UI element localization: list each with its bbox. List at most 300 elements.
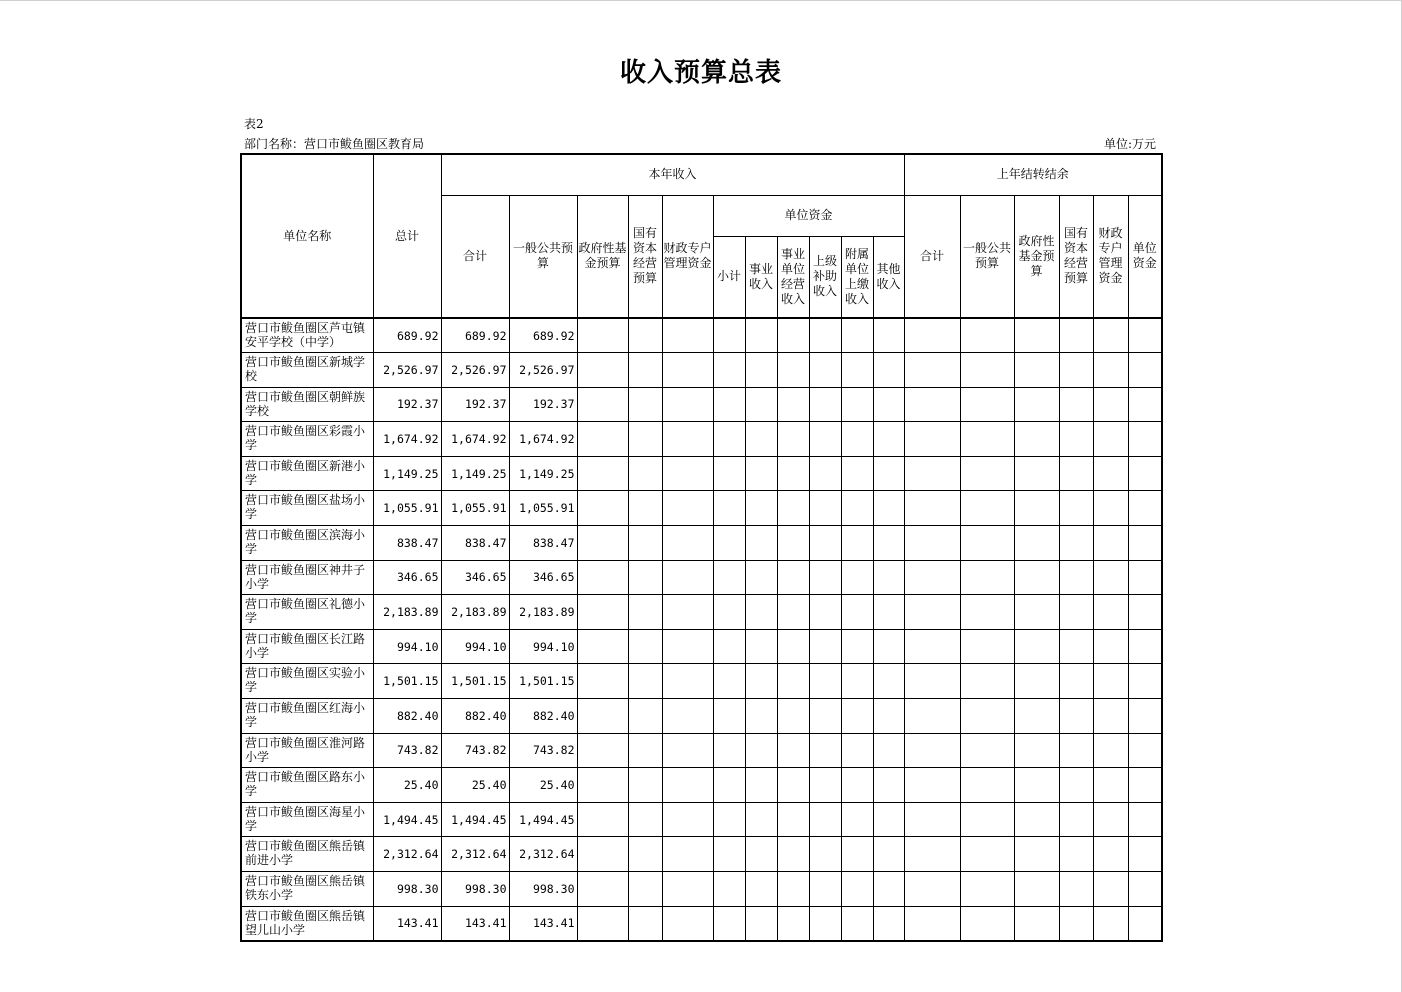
row-empty-cell (841, 802, 873, 837)
row-empty-cell (960, 733, 1014, 768)
row-empty-cell (1014, 768, 1059, 803)
header-carryover: 上年结转结余 (904, 154, 1162, 195)
row-empty-cell (713, 353, 745, 388)
row-empty-cell (904, 768, 960, 803)
row-empty-cell (777, 872, 809, 907)
row-empty-cell (577, 629, 628, 664)
row-cy-general-budget: 998.30 (509, 872, 577, 907)
row-empty-cell (873, 699, 904, 734)
row-empty-cell (628, 872, 662, 907)
row-empty-cell (628, 353, 662, 388)
table-row (241, 906, 1162, 941)
row-empty-cell (873, 422, 904, 457)
row-empty-cell (577, 802, 628, 837)
row-empty-cell (1128, 802, 1162, 837)
table-row (241, 456, 1162, 491)
row-empty-cell (960, 595, 1014, 630)
row-empty-cell (904, 664, 960, 699)
row-empty-cell (904, 906, 960, 941)
row-total: 743.82 (373, 733, 441, 768)
row-empty-cell (1093, 629, 1128, 664)
row-empty-cell (577, 526, 628, 561)
row-empty-cell (1059, 422, 1093, 457)
row-empty-cell (1059, 699, 1093, 734)
header-cy-general-budget: 一般公共预算 (509, 195, 577, 318)
row-empty-cell (841, 837, 873, 872)
row-cy-general-budget: 2,312.64 (509, 837, 577, 872)
unit-label: 单位:万元 (1104, 137, 1157, 151)
row-empty-cell (713, 456, 745, 491)
row-empty-cell (1059, 526, 1093, 561)
row-empty-cell (1093, 837, 1128, 872)
row-cy-general-budget: 1,501.15 (509, 664, 577, 699)
row-empty-cell (577, 318, 628, 353)
row-empty-cell (841, 872, 873, 907)
row-total: 1,055.91 (373, 491, 441, 526)
row-cy-general-budget: 1,674.92 (509, 422, 577, 457)
row-empty-cell (577, 456, 628, 491)
row-empty-cell (873, 768, 904, 803)
row-empty-cell (628, 318, 662, 353)
row-total: 192.37 (373, 387, 441, 422)
row-empty-cell (873, 837, 904, 872)
row-empty-cell (628, 560, 662, 595)
row-empty-cell (809, 456, 841, 491)
row-cy-total: 143.41 (441, 906, 509, 941)
row-empty-cell (1093, 353, 1128, 388)
header-uf-operating: 事业单位经营收入 (777, 236, 809, 318)
row-empty-cell (577, 664, 628, 699)
row-empty-cell (713, 422, 745, 457)
row-unit-name: 营口市鲅鱼圈区路东小学 (241, 768, 373, 803)
row-empty-cell (1128, 906, 1162, 941)
table-row (241, 768, 1162, 803)
row-empty-cell (745, 699, 777, 734)
row-empty-cell (777, 387, 809, 422)
row-empty-cell (745, 526, 777, 561)
row-total: 2,183.89 (373, 595, 441, 630)
row-empty-cell (577, 733, 628, 768)
row-empty-cell (960, 837, 1014, 872)
row-cy-total: 1,501.15 (441, 664, 509, 699)
row-empty-cell (745, 768, 777, 803)
row-total: 882.40 (373, 699, 441, 734)
row-empty-cell (1128, 318, 1162, 353)
table-row (241, 387, 1162, 422)
row-unit-name: 营口市鲅鱼圈区盐场小学 (241, 491, 373, 526)
row-cy-total: 1,674.92 (441, 422, 509, 457)
row-empty-cell (1014, 353, 1059, 388)
row-empty-cell (713, 491, 745, 526)
row-empty-cell (745, 629, 777, 664)
row-unit-name: 营口市鲅鱼圈区熊岳镇前进小学 (241, 837, 373, 872)
row-empty-cell (1093, 456, 1128, 491)
row-unit-name: 营口市鲅鱼圈区滨海小学 (241, 526, 373, 561)
row-empty-cell (662, 837, 713, 872)
row-empty-cell (960, 872, 1014, 907)
header-co-total: 合计 (904, 195, 960, 318)
row-empty-cell (1059, 802, 1093, 837)
row-empty-cell (904, 629, 960, 664)
row-empty-cell (1128, 353, 1162, 388)
row-cy-general-budget: 1,494.45 (509, 802, 577, 837)
row-empty-cell (662, 318, 713, 353)
row-empty-cell (841, 768, 873, 803)
row-unit-name: 营口市鲅鱼圈区淮河路小学 (241, 733, 373, 768)
row-empty-cell (904, 872, 960, 907)
row-empty-cell (873, 733, 904, 768)
row-empty-cell (577, 872, 628, 907)
row-unit-name: 营口市鲅鱼圈区彩霞小学 (241, 422, 373, 457)
row-empty-cell (628, 422, 662, 457)
row-empty-cell (1014, 422, 1059, 457)
header-uf-affiliated: 附属单位上缴收入 (841, 236, 873, 318)
row-empty-cell (904, 456, 960, 491)
row-unit-name: 营口市鲅鱼圈区新城学校 (241, 353, 373, 388)
row-empty-cell (1059, 664, 1093, 699)
row-empty-cell (1128, 837, 1162, 872)
row-empty-cell (1128, 872, 1162, 907)
row-empty-cell (841, 906, 873, 941)
row-empty-cell (777, 837, 809, 872)
row-empty-cell (628, 456, 662, 491)
row-empty-cell (841, 318, 873, 353)
row-empty-cell (873, 560, 904, 595)
row-cy-general-budget: 1,149.25 (509, 456, 577, 491)
row-empty-cell (628, 768, 662, 803)
row-empty-cell (960, 906, 1014, 941)
row-unit-name: 营口市鲅鱼圈区海星小学 (241, 802, 373, 837)
row-empty-cell (713, 318, 745, 353)
row-empty-cell (809, 802, 841, 837)
row-unit-name: 营口市鲅鱼圈区红海小学 (241, 699, 373, 734)
row-empty-cell (904, 526, 960, 561)
row-empty-cell (960, 526, 1014, 561)
row-unit-name: 营口市鲅鱼圈区实验小学 (241, 664, 373, 699)
row-empty-cell (960, 768, 1014, 803)
row-empty-cell (745, 802, 777, 837)
row-empty-cell (777, 491, 809, 526)
row-empty-cell (904, 353, 960, 388)
table-row (241, 699, 1162, 734)
row-empty-cell (628, 595, 662, 630)
row-empty-cell (745, 837, 777, 872)
table-row (241, 560, 1162, 595)
row-cy-general-budget: 346.65 (509, 560, 577, 595)
row-empty-cell (809, 837, 841, 872)
row-empty-cell (662, 872, 713, 907)
row-empty-cell (1128, 387, 1162, 422)
row-empty-cell (960, 456, 1014, 491)
row-empty-cell (904, 595, 960, 630)
row-empty-cell (713, 733, 745, 768)
row-empty-cell (1059, 733, 1093, 768)
row-empty-cell (960, 491, 1014, 526)
row-empty-cell (1093, 664, 1128, 699)
row-empty-cell (841, 595, 873, 630)
row-empty-cell (745, 422, 777, 457)
row-empty-cell (1093, 906, 1128, 941)
row-empty-cell (777, 768, 809, 803)
row-empty-cell (873, 629, 904, 664)
row-empty-cell (1093, 872, 1128, 907)
row-empty-cell (1128, 733, 1162, 768)
row-unit-name: 营口市鲅鱼圈区芦屯镇安平学校（中学） (241, 318, 373, 353)
row-empty-cell (841, 422, 873, 457)
row-empty-cell (1128, 526, 1162, 561)
row-cy-general-budget: 838.47 (509, 526, 577, 561)
header-co-gov-fund: 政府性基金预算 (1014, 195, 1059, 318)
row-empty-cell (745, 318, 777, 353)
table-row (241, 526, 1162, 561)
header-total: 总计 (373, 154, 441, 318)
row-empty-cell (628, 387, 662, 422)
row-unit-name: 营口市鲅鱼圈区熊岳镇望儿山小学 (241, 906, 373, 941)
row-empty-cell (873, 906, 904, 941)
table-row (241, 872, 1162, 907)
row-cy-general-budget: 2,526.97 (509, 353, 577, 388)
row-empty-cell (628, 491, 662, 526)
header-cy-total: 合计 (441, 195, 509, 318)
row-empty-cell (745, 353, 777, 388)
row-empty-cell (1059, 906, 1093, 941)
row-empty-cell (662, 353, 713, 388)
row-empty-cell (662, 699, 713, 734)
row-empty-cell (745, 456, 777, 491)
row-empty-cell (1059, 629, 1093, 664)
row-empty-cell (662, 768, 713, 803)
header-unit-funds: 单位资金 (713, 195, 904, 236)
row-empty-cell (1059, 318, 1093, 353)
row-empty-cell (1093, 491, 1128, 526)
row-empty-cell (628, 526, 662, 561)
header-cy-gov-fund: 政府性基金预算 (577, 195, 628, 318)
row-total: 2,526.97 (373, 353, 441, 388)
row-empty-cell (662, 595, 713, 630)
row-empty-cell (713, 837, 745, 872)
table-row (241, 837, 1162, 872)
row-empty-cell (777, 595, 809, 630)
row-empty-cell (809, 560, 841, 595)
header-co-unit-funds: 单位资金 (1128, 195, 1162, 318)
row-empty-cell (1014, 802, 1059, 837)
row-empty-cell (1128, 456, 1162, 491)
row-total: 143.41 (373, 906, 441, 941)
row-empty-cell (809, 699, 841, 734)
row-total: 1,674.92 (373, 422, 441, 457)
header-uf-subtotal: 小计 (713, 236, 745, 318)
row-empty-cell (960, 318, 1014, 353)
row-empty-cell (777, 664, 809, 699)
row-empty-cell (809, 768, 841, 803)
row-empty-cell (1093, 595, 1128, 630)
row-empty-cell (662, 802, 713, 837)
row-empty-cell (1093, 318, 1128, 353)
row-cy-total: 1,149.25 (441, 456, 509, 491)
row-cy-total: 25.40 (441, 768, 509, 803)
row-empty-cell (1059, 491, 1093, 526)
row-cy-total: 192.37 (441, 387, 509, 422)
row-empty-cell (841, 629, 873, 664)
row-cy-general-budget: 143.41 (509, 906, 577, 941)
row-empty-cell (809, 422, 841, 457)
row-empty-cell (777, 456, 809, 491)
row-empty-cell (904, 699, 960, 734)
row-empty-cell (873, 802, 904, 837)
row-cy-total: 2,183.89 (441, 595, 509, 630)
row-empty-cell (628, 837, 662, 872)
row-empty-cell (873, 491, 904, 526)
row-cy-general-budget: 743.82 (509, 733, 577, 768)
row-empty-cell (873, 318, 904, 353)
row-empty-cell (1014, 699, 1059, 734)
row-cy-total: 1,055.91 (441, 491, 509, 526)
row-empty-cell (1128, 699, 1162, 734)
row-empty-cell (577, 560, 628, 595)
row-empty-cell (628, 906, 662, 941)
row-empty-cell (1014, 629, 1059, 664)
row-empty-cell (1059, 837, 1093, 872)
row-cy-total: 998.30 (441, 872, 509, 907)
row-total: 1,501.15 (373, 664, 441, 699)
row-empty-cell (777, 629, 809, 664)
row-empty-cell (960, 560, 1014, 595)
row-empty-cell (1014, 595, 1059, 630)
row-cy-total: 346.65 (441, 560, 509, 595)
row-unit-name: 营口市鲅鱼圈区熊岳镇铁东小学 (241, 872, 373, 907)
row-empty-cell (662, 456, 713, 491)
row-empty-cell (1059, 768, 1093, 803)
row-cy-total: 689.92 (441, 318, 509, 353)
row-empty-cell (628, 733, 662, 768)
row-empty-cell (904, 837, 960, 872)
row-empty-cell (713, 560, 745, 595)
row-empty-cell (904, 387, 960, 422)
row-empty-cell (662, 491, 713, 526)
row-empty-cell (1059, 595, 1093, 630)
table-number: 表2 (244, 117, 264, 131)
row-empty-cell (628, 664, 662, 699)
header-co-state-capital: 国有资本经营预算 (1059, 195, 1093, 318)
row-cy-total: 743.82 (441, 733, 509, 768)
department-name: 部门名称：营口市鲅鱼圈区教育局 (244, 137, 425, 151)
row-unit-name: 营口市鲅鱼圈区神井子小学 (241, 560, 373, 595)
row-empty-cell (960, 802, 1014, 837)
row-empty-cell (577, 837, 628, 872)
header-uf-other: 其他收入 (873, 236, 904, 318)
row-empty-cell (662, 629, 713, 664)
row-empty-cell (713, 387, 745, 422)
row-cy-total: 1,494.45 (441, 802, 509, 837)
row-empty-cell (841, 560, 873, 595)
row-empty-cell (809, 526, 841, 561)
row-empty-cell (841, 526, 873, 561)
row-total: 998.30 (373, 872, 441, 907)
row-empty-cell (745, 387, 777, 422)
row-empty-cell (1014, 872, 1059, 907)
row-empty-cell (1014, 456, 1059, 491)
row-empty-cell (960, 664, 1014, 699)
row-empty-cell (809, 906, 841, 941)
row-empty-cell (662, 664, 713, 699)
row-empty-cell (809, 387, 841, 422)
row-empty-cell (809, 595, 841, 630)
row-empty-cell (809, 872, 841, 907)
row-empty-cell (904, 422, 960, 457)
row-empty-cell (809, 491, 841, 526)
row-empty-cell (1093, 560, 1128, 595)
row-empty-cell (904, 318, 960, 353)
table-body (241, 318, 1162, 941)
row-empty-cell (777, 560, 809, 595)
row-empty-cell (1128, 768, 1162, 803)
row-empty-cell (1059, 387, 1093, 422)
row-empty-cell (960, 387, 1014, 422)
row-empty-cell (1128, 491, 1162, 526)
table-row (241, 353, 1162, 388)
row-empty-cell (713, 872, 745, 907)
row-empty-cell (960, 353, 1014, 388)
row-empty-cell (777, 699, 809, 734)
row-empty-cell (777, 353, 809, 388)
header-co-fiscal-account: 财政专户管理资金 (1093, 195, 1128, 318)
row-empty-cell (577, 387, 628, 422)
row-empty-cell (1014, 387, 1059, 422)
row-empty-cell (1014, 906, 1059, 941)
row-empty-cell (904, 733, 960, 768)
row-cy-total: 2,526.97 (441, 353, 509, 388)
row-empty-cell (873, 526, 904, 561)
page-edge-top (0, 0, 1402, 1)
row-cy-general-budget: 192.37 (509, 387, 577, 422)
row-empty-cell (1128, 629, 1162, 664)
row-total: 1,149.25 (373, 456, 441, 491)
row-empty-cell (577, 353, 628, 388)
row-empty-cell (1093, 422, 1128, 457)
row-total: 994.10 (373, 629, 441, 664)
row-empty-cell (577, 422, 628, 457)
row-empty-cell (1128, 422, 1162, 457)
row-empty-cell (662, 560, 713, 595)
row-empty-cell (777, 318, 809, 353)
row-empty-cell (1093, 768, 1128, 803)
row-empty-cell (1128, 560, 1162, 595)
table-row (241, 318, 1162, 353)
row-empty-cell (628, 699, 662, 734)
row-empty-cell (809, 629, 841, 664)
row-unit-name: 营口市鲅鱼圈区礼德小学 (241, 595, 373, 630)
row-cy-general-budget: 994.10 (509, 629, 577, 664)
row-cy-general-budget: 25.40 (509, 768, 577, 803)
row-unit-name: 营口市鲅鱼圈区朝鲜族学校 (241, 387, 373, 422)
row-empty-cell (841, 733, 873, 768)
row-cy-total: 838.47 (441, 526, 509, 561)
row-total: 2,312.64 (373, 837, 441, 872)
table-row (241, 595, 1162, 630)
page-title: 收入预算总表 (619, 58, 782, 88)
row-empty-cell (577, 491, 628, 526)
row-empty-cell (662, 526, 713, 561)
row-empty-cell (745, 491, 777, 526)
row-empty-cell (1093, 802, 1128, 837)
row-total: 1,494.45 (373, 802, 441, 837)
row-empty-cell (1014, 837, 1059, 872)
row-empty-cell (745, 595, 777, 630)
row-total: 838.47 (373, 526, 441, 561)
row-empty-cell (662, 906, 713, 941)
row-empty-cell (662, 387, 713, 422)
row-empty-cell (904, 802, 960, 837)
